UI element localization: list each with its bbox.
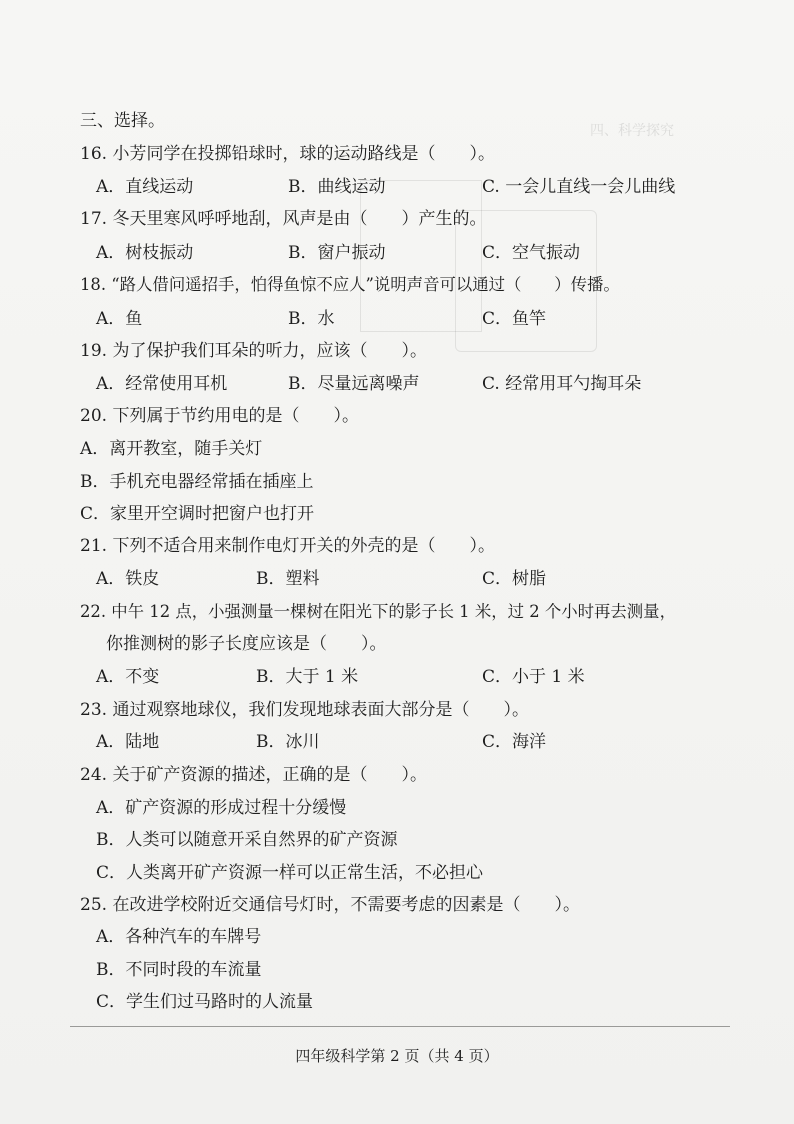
question-22-continued: 你推测树的影子长度应该是（ ）。	[106, 634, 387, 654]
option-c: C．海洋	[482, 732, 547, 752]
question-22: 22. 中午 12 点，小强测量一棵树在阳光下的影子长 1 米，过 2 个小时再去测量，	[80, 602, 676, 621]
bleed-through-text: 四、科学探究	[590, 123, 674, 139]
question-24-option-a: A．矿产资源的形成过程十分缓慢	[96, 798, 347, 818]
option-a: A．直线运动	[96, 177, 194, 197]
question-24-option-c: C．人类离开矿产资源一样可以正常生活，不必担心	[96, 863, 484, 883]
question-17: 17. 冬天里寒风呼呼地刮，风声是由（ ）产生的。	[80, 209, 487, 229]
question-20-option-c: C．家里开空调时把窗户也打开	[80, 504, 315, 524]
section-title: 三、选择。	[80, 111, 165, 131]
question-16: 16. 小芳同学在投掷铅球时，球的运动路线是（ ）。	[80, 144, 495, 164]
question-25: 25. 在改进学校附近交通信号灯时，不需要考虑的因素是（ ）。	[80, 895, 580, 915]
page-footer: 四年级科学第 2 页（共 4 页）	[295, 1047, 499, 1065]
option-a: A．经常使用耳机	[96, 374, 228, 394]
question-20: 20. 下列属于节约用电的是（ ）。	[80, 406, 359, 426]
question-24: 24. 关于矿产资源的描述，正确的是（ ）。	[80, 765, 427, 785]
option-b: B．水	[288, 309, 335, 329]
option-b: B．大于 1 米	[256, 667, 359, 687]
option-a: A．陆地	[96, 732, 160, 752]
footer-divider	[70, 1026, 730, 1027]
question-21: 21. 下列不适合用来制作电灯开关的外壳的是（ ）。	[80, 536, 495, 556]
option-b: B．窗户振动	[288, 243, 386, 263]
question-24-option-b: B．人类可以随意开采自然界的矿产资源	[96, 830, 398, 850]
option-c: C. 经常用耳勺掏耳朵	[482, 374, 642, 394]
option-c: C．小于 1 米	[482, 667, 585, 687]
option-c: C．树脂	[482, 569, 547, 589]
question-23: 23. 通过观察地球仪，我们发现地球表面大部分是（ ）。	[80, 700, 529, 720]
question-20-option-a: A．离开教室，随手关灯	[80, 439, 263, 459]
question-25-option-a: A．各种汽车的车牌号	[96, 927, 262, 947]
option-c: C．空气振动	[482, 243, 581, 263]
question-25-option-c: C．学生们过马路时的人流量	[96, 992, 314, 1012]
question-25-option-b: B．不同时段的车流量	[96, 960, 262, 980]
option-b: B．冰川	[256, 732, 320, 752]
question-18: 18. “路人借问遥招手，怕得鱼惊不应人”说明声音可以通过（ ）传播。	[80, 275, 620, 294]
option-b: B．尽量远离噪声	[288, 374, 420, 394]
option-a: A．鱼	[96, 309, 143, 329]
option-c: C．鱼竿	[482, 309, 547, 329]
option-b: B．塑料	[256, 569, 320, 589]
option-c: C. 一会儿直线一会儿曲线	[482, 177, 676, 197]
option-b: B．曲线运动	[288, 177, 386, 197]
option-a: A．不变	[96, 667, 160, 687]
option-a: A．铁皮	[96, 569, 160, 589]
question-19: 19. 为了保护我们耳朵的听力，应该（ ）。	[80, 341, 427, 361]
option-a: A．树枝振动	[96, 243, 194, 263]
question-20-option-b: B．手机充电器经常插在插座上	[80, 472, 314, 492]
